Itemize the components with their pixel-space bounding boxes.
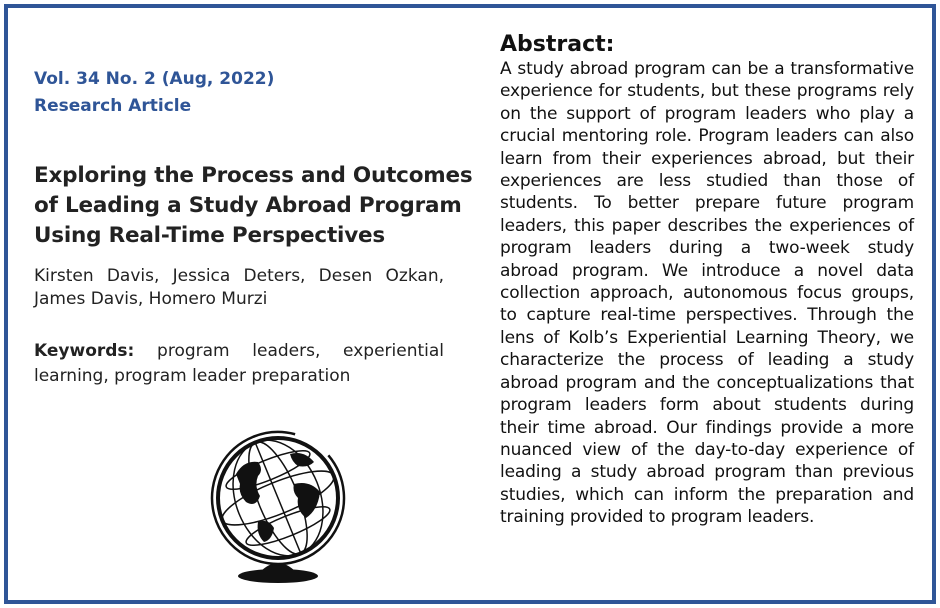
keywords-line (34, 339, 444, 389)
globe-icon (198, 426, 358, 586)
keywords-label: Keywords: (34, 341, 135, 361)
abstract-text: A study abroad program can be a transformative experience for students, but these programs rely on the support of program leaders who play a crucial mentoring role. Program leaders can also learn from their experiences abroad, but their experiences are less studied than those of students. To better prepare future program leaders, this paper describes the experiences of program leaders during a two-week study abroad program. We introduce a novel data collection approach, autonomous focus groups, to capture real-time perspectives. Through the lens of Kolb’s Experiential Learning Theory, we characterize the process of leading a study abroad program and the conceptualizations that program leaders form about students during their time abroad. Our findings provide a more nuanced view of the day-to-day experience of leading a study abroad program than previous studies, which can inform the preparation and training provided to program leaders. (500, 59, 914, 528)
abstract-section (500, 32, 914, 529)
article-card (4, 4, 936, 604)
article-info (34, 66, 473, 386)
abstract-heading: Abstract: (500, 32, 615, 57)
article-authors: Kirsten Davis, Jessica Deters, Desen Ozkan, James Davis, Homero Murzi (34, 266, 444, 309)
keywords-list: program leaders, experiential learning, program leader preparation (34, 341, 445, 386)
article-type-label: Research Article (34, 96, 192, 116)
volume-label[interactable]: Vol. 34 No. 2 (Aug, 2022) (34, 69, 275, 89)
article-title[interactable]: Exploring the Process and Outcomes of Leading a Study Abroad Program Using Real-Time Perspectives (34, 163, 473, 248)
